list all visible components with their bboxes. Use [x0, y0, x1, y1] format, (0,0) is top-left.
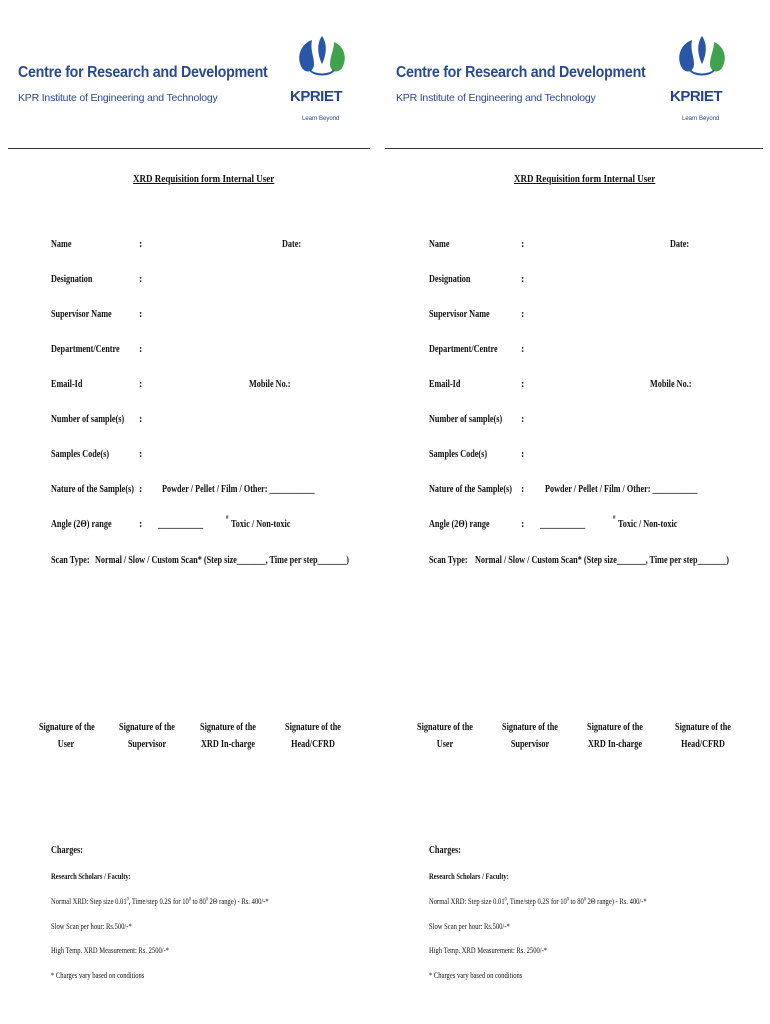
toxic-mark: # — [613, 515, 616, 521]
scan-options: Normal / Slow / Custom Scan* (Step size_______, Time per step_______) — [95, 555, 349, 566]
signature-head-cfrd: Signature of the Head/CFRD — [675, 722, 731, 750]
samples-count-label: Number of sample(s) — [51, 414, 125, 425]
form-copy-right — [385, 0, 770, 1024]
nature-options: Powder / Pellet / Film / Other: ___________ — [545, 484, 698, 495]
colon: : — [521, 239, 525, 250]
samples-code-label: Samples Code(s) — [429, 449, 488, 460]
logo-tagline: Learn Beyond — [682, 116, 720, 122]
toxic-options: Toxic / Non-toxic — [231, 519, 291, 530]
colon: : — [521, 379, 525, 390]
nature-label: Nature of the Sample(s) — [51, 484, 134, 495]
colon: : — [521, 344, 525, 355]
colon: : — [139, 239, 143, 250]
signature-xrd-incharge: Signature of the XRD In-charge — [587, 722, 643, 750]
toxic-options: Toxic / Non-toxic — [618, 519, 678, 530]
supervisor-label: Supervisor Name — [429, 309, 490, 320]
samples-code-label: Samples Code(s) — [51, 449, 110, 460]
colon: : — [139, 344, 143, 355]
charges-heading: Charges: — [51, 845, 83, 856]
charge-high-temp: High Temp. XRD Measurement: Rs. 2500/-* — [51, 946, 170, 955]
department-label: Department/Centre — [51, 344, 120, 355]
colon: : — [521, 414, 525, 425]
org-subtitle: KPR Institute of Engineering and Technology — [396, 92, 596, 104]
colon: : — [139, 519, 143, 530]
logo-wordmark: KPRIET — [290, 88, 343, 105]
nature-options: Powder / Pellet / Film / Other: ___________ — [162, 484, 315, 495]
signature-supervisor: Signature of the Supervisor — [119, 722, 175, 750]
name-label: Name — [429, 239, 450, 250]
scan-options: Normal / Slow / Custom Scan* (Step size_______, Time per step_______) — [475, 555, 729, 566]
org-header — [18, 64, 289, 104]
charge-high-temp: High Temp. XRD Measurement: Rs. 2500/-* — [429, 946, 548, 955]
email-label: Email-Id — [429, 379, 461, 390]
supervisor-label: Supervisor Name — [51, 309, 112, 320]
signature-user: Signature of the User — [38, 722, 95, 750]
colon: : — [521, 449, 525, 460]
signature-xrd-incharge: Signature of the XRD In-charge — [200, 722, 256, 750]
colon: : — [521, 519, 525, 530]
charge-slow: Slow Scan per hour: Rs.500/-* — [429, 922, 510, 931]
signature-supervisor: Signature of the Supervisor — [502, 722, 558, 750]
charge-normal: Normal XRD: Step size 0.01$^0$, Time/step 0.2S for $10^0$ to $80^0$ 2Θ range) - Rs. 400/-* — [429, 897, 647, 906]
colon: : — [521, 274, 525, 285]
logo-tagline: Learn Beyond — [302, 116, 340, 122]
logo-wordmark: KPRIET — [670, 88, 723, 105]
colon: : — [139, 379, 143, 390]
nature-label: Nature of the Sample(s) — [429, 484, 512, 495]
angle-label: Angle (2Θ) range — [429, 519, 490, 530]
name-label: Name — [51, 239, 72, 250]
colon: : — [139, 484, 143, 495]
colon: : — [139, 449, 143, 460]
mobile-label: Mobile No.: — [650, 379, 692, 390]
org-subtitle: KPR Institute of Engineering and Technology — [18, 92, 218, 104]
header-divider — [8, 148, 370, 149]
charges-note: * Charges vary based on conditions — [51, 971, 145, 980]
designation-label: Designation — [51, 274, 93, 285]
scan-label: Scan Type: — [429, 555, 468, 566]
department-label: Department/Centre — [429, 344, 498, 355]
colon: : — [521, 309, 525, 320]
org-title: Centre for Research and Development — [18, 64, 268, 81]
charges-category: Research Scholars / Faculty: — [429, 872, 509, 881]
mobile-label: Mobile No.: — [249, 379, 291, 390]
signature-head-cfrd: Signature of the Head/CFRD — [285, 722, 341, 750]
scan-label: Scan Type: — [51, 555, 90, 566]
samples-count-label: Number of sample(s) — [429, 414, 503, 425]
date-label: Date: — [670, 239, 690, 250]
signature-user: Signature of the User — [417, 722, 473, 750]
angle-blank: ___________ — [158, 519, 204, 530]
charge-slow: Slow Scan per hour: Rs.500/-* — [51, 922, 132, 931]
colon: : — [521, 484, 525, 495]
designation-label: Designation — [429, 274, 471, 285]
header-divider — [385, 148, 763, 149]
form-title: XRD Requisition form Internal User — [133, 173, 275, 185]
toxic-mark: # — [226, 515, 229, 521]
date-label: Date: — [282, 239, 302, 250]
charges-heading: Charges: — [429, 845, 461, 856]
charge-normal: Normal XRD: Step size 0.01$^0$, Time/step 0.2S for $10^0$ to $80^0$ 2Θ range) - Rs. 400/-* — [51, 897, 269, 906]
org-title: Centre for Research and Development — [396, 64, 646, 81]
charges-category: Research Scholars / Faculty: — [51, 872, 131, 881]
form-title: XRD Requisition form Internal User — [514, 173, 656, 185]
colon: : — [139, 274, 143, 285]
org-header — [396, 64, 667, 104]
charges-note: * Charges vary based on conditions — [429, 971, 523, 980]
colon: : — [139, 309, 143, 320]
email-label: Email-Id — [51, 379, 83, 390]
angle-blank: ___________ — [540, 519, 586, 530]
angle-label: Angle (2Θ) range — [51, 519, 112, 530]
colon: : — [139, 414, 143, 425]
